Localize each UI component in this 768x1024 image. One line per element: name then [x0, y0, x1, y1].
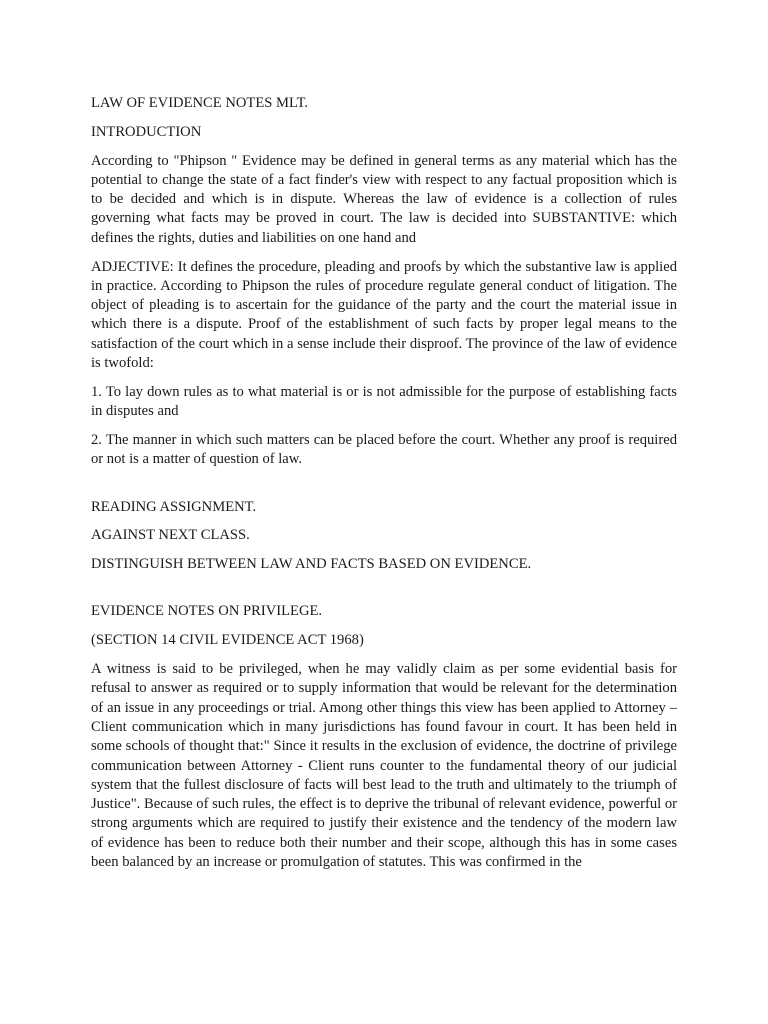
paragraph-adjective: ADJECTIVE: It defines the procedure, pleading and proofs by which the substantive law is applied in practice. According to Phipson the rules of procedure regulate general conduct of litigation. The object of pleading is to ascertain for the guidance of the party and the court the material issue in which there is a dispute. Proof of the establishment of such facts by proper legal means to the satisfaction of the court which in a sense include their disproof. The province of the law of evidence is twofold: — [91, 258, 677, 372]
section-heading-introduction: INTRODUCTION — [91, 123, 202, 140]
against-next-class-heading: AGAINST NEXT CLASS. — [91, 527, 250, 544]
reading-assignment-heading: READING ASSIGNMENT. — [91, 498, 257, 515]
list-item-1: 1. To lay down rules as to what material is or is not admissible for the purpose of establishing facts in disputes and — [91, 383, 677, 420]
paragraph-privilege: A witness is said to be privileged, when he may validly claim as per some evidential basis for refusal to answer as required or to supply information that would be relevant for the determination of an issue in any proceedings or trial. Among other things this view has been applied to Attorney – Client communication which in many jurisdictions has found favour in court. It has been held in some schools of thought that:" Since it results in the exclusion of evidence, the doctrine of privilege communication between Attorney - Client runs counter to the fundamental theory of our judicial system that the fullest disclosure of facts will best lead to the truth and ultimately to the triumph of Justice". Because of such rules, the effect is to deprive the tribunal of relevant evidence, powerful or strong arguments which are required to justify their existence and the tendency of the modern law of evidence has been to reduce both their number and their scope, although this has in some cases been balanced by an increase or promulgation of statutes. This was confirmed in the — [91, 661, 677, 870]
distinguish-heading: DISTINGUISH BETWEEN LAW AND FACTS BASED ON EVIDENCE. — [91, 556, 532, 573]
document-page — [91, 94, 677, 872]
section-reference: (SECTION 14 CIVIL EVIDENCE ACT 1968) — [91, 632, 364, 649]
list-item-2: 2. The manner in which such matters can be placed before the court. Whether any proof is required or not is a matter of question of law. — [91, 431, 677, 468]
document-title: LAW OF EVIDENCE NOTES MLT. — [91, 95, 309, 111]
paragraph-phipson-definition: According to "Phipson " Evidence may be defined in general terms as any material which has the potential to change the state of a fact finder's view with respect to any factual proposition which is to be decided and which is in dispute. Whereas the law of evidence is a collection of rules governing what facts may be proved in court. The law is decided into SUBSTANTIVE: which defines the rights, duties and liabilities on one hand and — [91, 152, 677, 246]
privilege-heading: EVIDENCE NOTES ON PRIVILEGE. — [91, 603, 323, 620]
